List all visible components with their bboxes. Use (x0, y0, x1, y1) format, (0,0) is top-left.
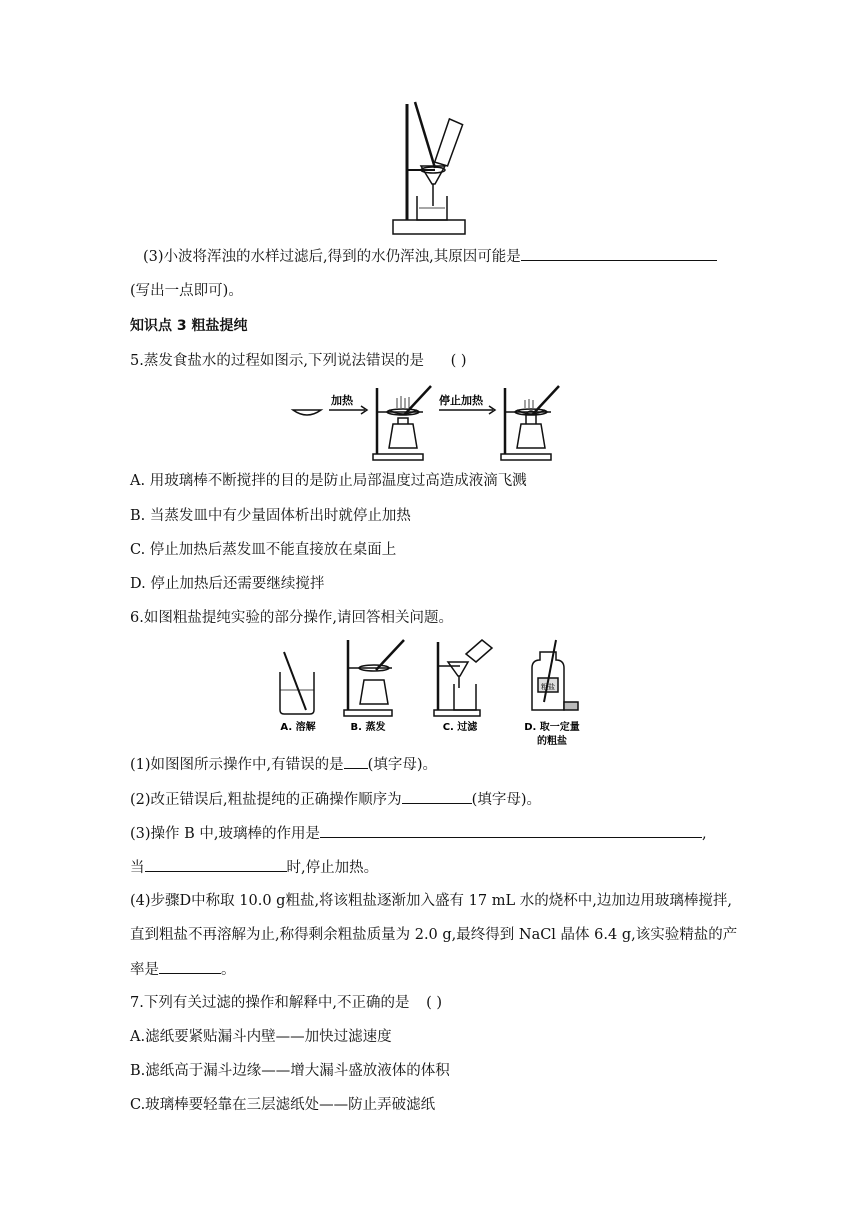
q6-part4-line3 (130, 959, 236, 980)
q6-part2-blank[interactable] (402, 789, 472, 804)
q4-part3-note: (写出一点即可)。 (130, 283, 243, 299)
arrow-label-heat: 加热 (331, 394, 353, 407)
q4-answer-blank[interactable] (521, 246, 717, 261)
q7-option-b: B.滤纸高于漏斗边缘——增大漏斗盛放液体的体积 (130, 1063, 450, 1079)
q6-part3-when: 当 (130, 860, 145, 876)
q6-part4-yield: 率是 (130, 962, 159, 978)
q5-answer-bracket[interactable]: ( ) (450, 353, 467, 369)
q7-option-c: C.玻璃棒要轻靠在三层滤纸处——防止弄破滤纸 (130, 1097, 436, 1113)
q5-option-a: A. 用玻璃棒不断搅拌的目的是防止局部温度过高造成液滴飞溅 (130, 473, 527, 489)
q6-part3-line2 (130, 857, 378, 878)
q6-stem: 6.如图粗盐提纯实验的部分操作,请回答相关问题。 (130, 610, 453, 626)
arrow-label-stop-heat: 停止加热 (439, 394, 483, 407)
q5-stem-line (130, 351, 467, 371)
q6-part1-line (130, 754, 437, 775)
q6-part4-period: 。 (221, 962, 236, 978)
q4-part3-text: (3)小波将浑浊的水样过滤后,得到的水仍浑浊,其原因可能是 (143, 249, 521, 265)
q5-option-c: C. 停止加热后蒸发皿不能直接放在桌面上 (130, 542, 397, 558)
q6-part2-text: (2)改正错误后,粗盐提纯的正确操作顺序为 (130, 792, 402, 808)
q6-part2-tail: (填字母)。 (471, 792, 541, 808)
caption-d: D. 取一定量 (524, 722, 580, 733)
q6-part3-line1 (130, 823, 707, 844)
q7-answer-bracket[interactable]: ( ) (426, 995, 442, 1011)
q6-part3-tail: 时,停止加热。 (286, 860, 379, 876)
q7-stem-line (130, 993, 442, 1013)
q6-part3-blank1[interactable] (320, 823, 702, 838)
q4-part3-line (143, 246, 717, 267)
q6-part1-blank[interactable] (344, 754, 368, 769)
section3-title: 知识点 3 粗盐提纯 (130, 318, 248, 334)
caption-a: A. 溶解 (280, 722, 316, 733)
q6-part3-comma: , (702, 826, 707, 842)
q6-part4-blank[interactable] (159, 959, 221, 974)
q6-part4-line1: (4)步骤D中称取 10.0 g粗盐,将该粗盐逐渐加入盛有 17 mL 水的烧杯中,边加边用玻璃棒搅拌, (130, 893, 732, 909)
q7-option-a: A.滤纸要紧贴漏斗内壁——加快过滤速度 (130, 1029, 392, 1045)
q6-part1-tail: (填字母)。 (367, 757, 437, 773)
q6-part3-text: (3)操作 B 中,玻璃棒的作用是 (130, 826, 321, 842)
bottle-label: 粗盐 (541, 683, 555, 691)
caption-b: B. 蒸发 (350, 722, 386, 733)
salt-purification-operations-figure (270, 632, 590, 748)
q6-part2-line (130, 789, 541, 810)
evaporation-process-figure (285, 380, 585, 462)
filtration-apparatus-figure (385, 100, 480, 240)
caption-c: C. 过滤 (442, 722, 478, 733)
caption-d-line2: 的粗盐 (537, 736, 567, 747)
q6-part4-line2: 直到粗盐不再溶解为止,称得剩余粗盐质量为 2.0 g,最终得到 NaCl 晶体 6.4 g,该实验精盐的产 (130, 927, 738, 943)
q5-stem: 5.蒸发食盐水的过程如图示,下列说法错误的是 (130, 353, 424, 369)
q5-option-b: B. 当蒸发皿中有少量固体析出时就停止加热 (130, 508, 411, 524)
q6-part3-blank2[interactable] (145, 857, 287, 872)
q5-option-d: D. 停止加热后还需要继续搅拌 (130, 576, 325, 592)
q7-stem: 7.下列有关过滤的操作和解释中,不正确的是 (130, 995, 410, 1011)
q6-part1-text: (1)如图图所示操作中,有错误的是 (130, 757, 344, 773)
